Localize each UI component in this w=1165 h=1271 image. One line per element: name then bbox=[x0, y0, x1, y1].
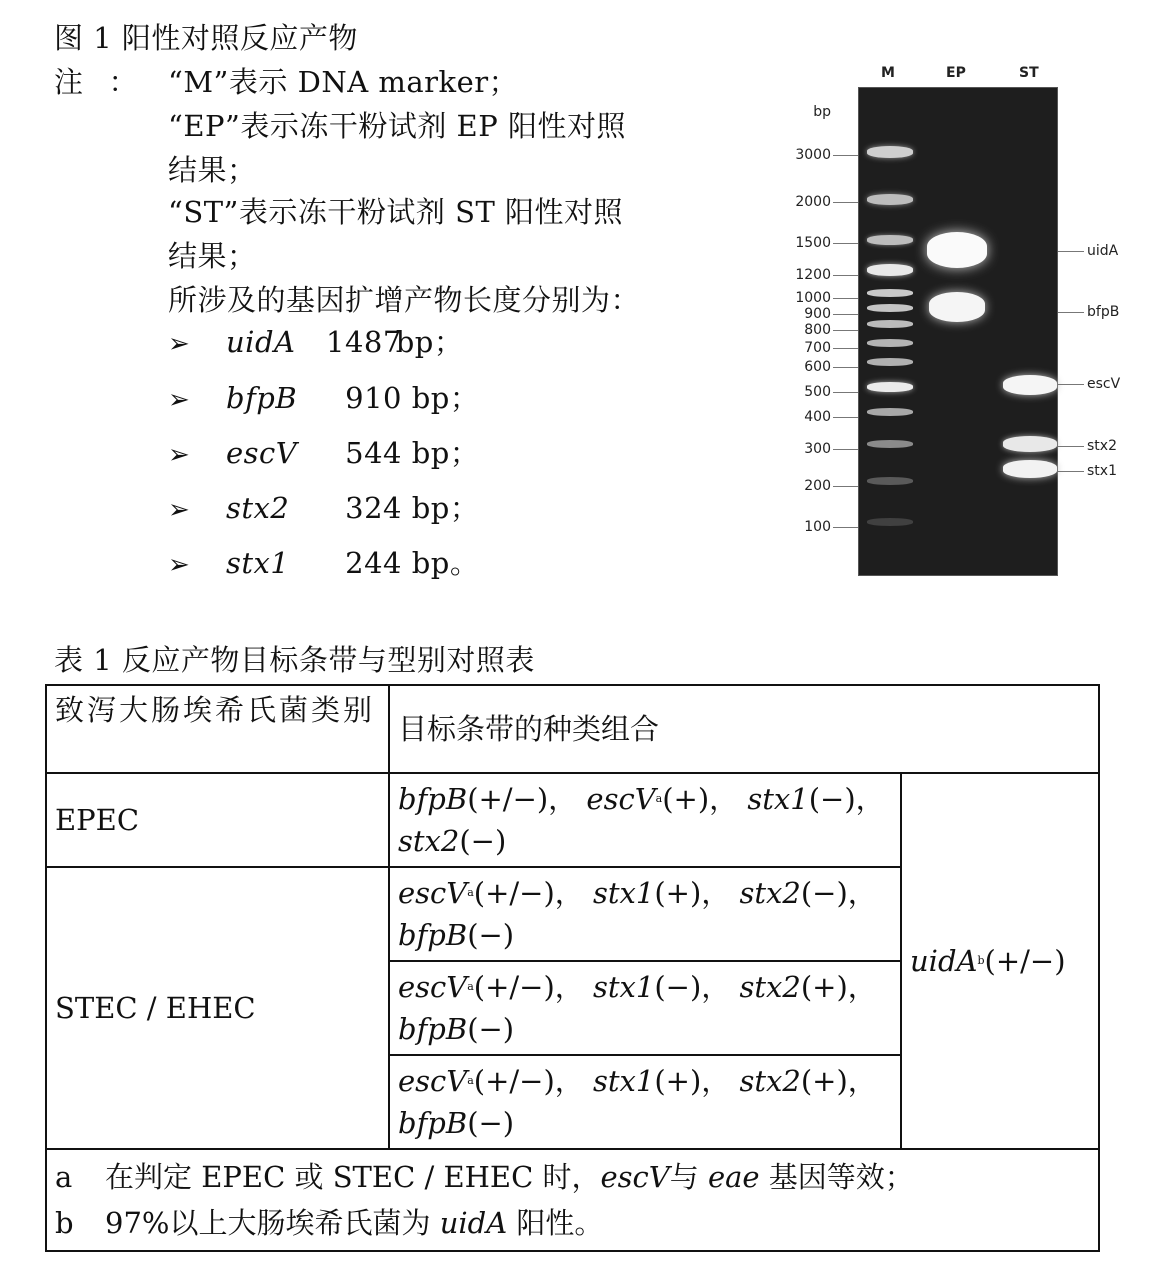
marker-size-label: 500 bbox=[804, 384, 831, 400]
marker-size-label: 3000 bbox=[795, 147, 831, 163]
marker-tick bbox=[833, 155, 858, 156]
marker-size-label: 1500 bbox=[795, 235, 831, 251]
marker-tick bbox=[833, 367, 858, 368]
marker-size-label: 900 bbox=[804, 306, 831, 322]
lane-label-m: M bbox=[881, 65, 895, 81]
note-colon: ： bbox=[108, 65, 138, 99]
note-line: “M”表示 DNA marker； bbox=[168, 65, 519, 99]
marker-tick bbox=[833, 449, 858, 450]
table-row bbox=[46, 773, 1099, 867]
gene-list-item: ➢ stx1 244 bp。 bbox=[168, 546, 480, 580]
marker-size-label: 700 bbox=[804, 340, 831, 356]
combo-cell: escV$^a$(+/−)， stx1(+)， stx2(−)， bfpB(−) bbox=[389, 867, 901, 961]
gene-list-item: ➢ stx2 324 bp； bbox=[168, 491, 480, 525]
marker-tick bbox=[833, 417, 858, 418]
gene-band-label: uidA bbox=[1087, 243, 1119, 259]
marker-tick bbox=[833, 314, 858, 315]
note-label: 注 bbox=[54, 65, 84, 99]
combo-cell: escV$^a$(+/−)， stx1(−)， stx2(+)， bfpB(−) bbox=[389, 961, 901, 1055]
gene-tick bbox=[1058, 251, 1084, 252]
note-label-row bbox=[54, 65, 153, 99]
gene-list-item: ➢ escV 544 bp； bbox=[168, 436, 480, 470]
gene-tick bbox=[1058, 446, 1084, 447]
marker-size-label: 100 bbox=[804, 519, 831, 535]
table-title: 表 1 反应产物目标条带与型别对照表 bbox=[54, 643, 535, 677]
gene-band-label: stx2 bbox=[1087, 438, 1117, 454]
marker-size-label: 800 bbox=[804, 322, 831, 338]
arrow-bullet-icon: ➢ bbox=[168, 495, 191, 525]
note-line: “ST”表示冻干粉试剂 ST 阳性对照 bbox=[168, 195, 624, 229]
note-line: 结果； bbox=[168, 239, 257, 273]
combo-cell: bfpB(+/−)， escV$^a$(+)， stx1(−)， stx2(−) bbox=[389, 773, 901, 867]
marker-size-label: 1200 bbox=[795, 267, 831, 283]
marker-tick bbox=[833, 486, 858, 487]
marker-tick bbox=[833, 348, 858, 349]
gene-band-label: stx1 bbox=[1087, 463, 1117, 479]
gene-band-label: bfpB bbox=[1087, 304, 1120, 320]
arrow-bullet-icon: ➢ bbox=[168, 440, 191, 470]
table-header-row bbox=[46, 685, 1099, 773]
combo-cell: escV$^a$(+/−)， stx1(+)， stx2(+)， bfpB(−) bbox=[389, 1055, 901, 1149]
note-line: 结果； bbox=[168, 153, 257, 187]
gene-tick bbox=[1058, 384, 1084, 385]
marker-size-label: 2000 bbox=[795, 194, 831, 210]
marker-size-label: 400 bbox=[804, 409, 831, 425]
marker-size-label: 600 bbox=[804, 359, 831, 375]
marker-tick bbox=[833, 527, 858, 528]
type-cell: EPEC bbox=[46, 773, 389, 867]
serotype-band-table bbox=[45, 684, 1100, 1252]
lane-label-ep: EP bbox=[946, 65, 966, 81]
footnote-b: b 97%以上大肠埃希氏菌为 uidA 阳性。 bbox=[55, 1206, 604, 1240]
marker-tick bbox=[833, 275, 858, 276]
marker-size-label: 1000 bbox=[795, 290, 831, 306]
header-category: 致泻大肠埃希氏菌类别 bbox=[46, 685, 389, 773]
marker-tick bbox=[833, 392, 858, 393]
gene-list-item: ➢ bfpB 910 bp； bbox=[168, 381, 480, 415]
marker-tick bbox=[833, 330, 858, 331]
arrow-bullet-icon: ➢ bbox=[168, 385, 191, 415]
gene-tick bbox=[1058, 471, 1084, 472]
table-footnote-row bbox=[46, 1149, 1099, 1251]
gene-tick bbox=[1058, 312, 1084, 313]
marker-tick bbox=[833, 202, 858, 203]
footnote-a: a 在判定 EPEC 或 STEC / EHEC 时，escV与 eae 基因等效； bbox=[55, 1160, 914, 1194]
marker-size-label: 200 bbox=[804, 478, 831, 494]
header-band-combination: 目标条带的种类组合 bbox=[389, 685, 1099, 773]
lane-label-st: ST bbox=[1019, 65, 1039, 81]
uida-cell: uidA$^b$(+/−) bbox=[901, 773, 1099, 1149]
type-cell: STEC / EHEC bbox=[46, 867, 389, 1149]
footnote-cell bbox=[46, 1149, 1099, 1251]
marker-size-label: 300 bbox=[804, 441, 831, 457]
note-line: 所涉及的基因扩增产物长度分别为： bbox=[168, 283, 641, 317]
bp-unit-label: bp bbox=[813, 104, 831, 120]
gene-band-label: escV bbox=[1087, 376, 1121, 392]
note-line: “EP”表示冻干粉试剂 EP 阳性对照 bbox=[168, 109, 626, 143]
arrow-bullet-icon: ➢ bbox=[168, 329, 191, 359]
marker-tick bbox=[833, 298, 858, 299]
gene-list-item: ➢ uidA 1487 bp； bbox=[168, 325, 464, 359]
arrow-bullet-icon: ➢ bbox=[168, 550, 191, 580]
marker-tick bbox=[833, 243, 858, 244]
gel-image bbox=[858, 87, 1058, 576]
figure-title: 图 1 阳性对照反应产物 bbox=[54, 21, 358, 55]
